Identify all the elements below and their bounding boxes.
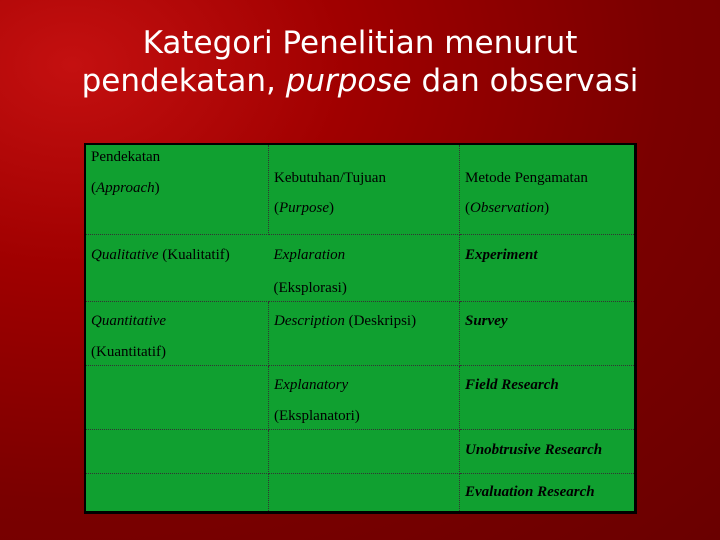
title-line-2	[0, 62, 720, 100]
header-observation-label: Metode Pengamatan	[465, 170, 588, 186]
row1-approach-rest: (Kualitatif)	[158, 246, 230, 263]
row2-observation-text: Survey	[465, 312, 508, 329]
row2-approach-italic: Quantitative	[91, 312, 166, 329]
table-row	[86, 301, 634, 365]
row5-approach	[86, 473, 269, 511]
row1-observation-text: Experiment	[465, 246, 538, 263]
row2-purpose	[269, 301, 460, 365]
row1-approach-italic: Qualitative	[91, 246, 159, 263]
row5-observation	[460, 473, 635, 511]
paren-open: (	[274, 200, 279, 216]
row5-observation-text: Evaluation Research	[465, 483, 595, 500]
slide-title	[0, 24, 720, 100]
row3-observation-text: Field Research	[465, 376, 559, 393]
header-cell-observation	[460, 145, 635, 234]
table-row	[86, 429, 634, 473]
paren-open: (	[91, 180, 96, 196]
row2-purpose-italic: Description	[274, 312, 345, 329]
header-purpose-label: Kebutuhan/Tujuan	[274, 170, 386, 186]
row4-approach	[86, 429, 269, 473]
paren-close: )	[154, 180, 160, 196]
header-purpose-sub	[274, 193, 459, 223]
row2-purpose-rest: (Deskripsi)	[344, 312, 417, 329]
row3-purpose-italic: Explanatory	[274, 376, 349, 393]
header-approach-italic: Approach	[96, 180, 155, 196]
row3-purpose-sub: (Eksplanatori)	[274, 407, 360, 424]
row2-approach	[86, 301, 269, 365]
header-cell-approach	[86, 145, 269, 234]
row1-purpose-sub: (Eksplorasi)	[273, 279, 347, 296]
row1-observation	[460, 234, 635, 301]
header-cell-purpose	[269, 145, 460, 234]
header-observation-sub	[465, 193, 634, 223]
category-table	[86, 145, 634, 511]
row4-purpose	[269, 429, 460, 473]
row3-observation	[460, 365, 635, 429]
row1-approach	[86, 234, 269, 301]
row3-purpose	[269, 365, 460, 429]
row4-observation	[460, 429, 635, 473]
title-line-2-end: dan observasi	[411, 63, 639, 99]
table-row	[86, 473, 634, 511]
title-line-2-start: pendekatan,	[81, 63, 286, 99]
row5-purpose	[269, 473, 460, 511]
table-header-row	[86, 145, 634, 234]
row1-approach-text	[91, 235, 269, 275]
header-approach-sub	[91, 169, 268, 207]
row2-purpose-text	[274, 302, 459, 340]
row4-observation-text: Unobtrusive Research	[465, 441, 603, 458]
header-purpose-italic: Purpose	[279, 200, 329, 216]
title-line-1: Kategori Penelitian menurut	[142, 25, 578, 61]
row2-approach-sub: (Kuantitatif)	[91, 343, 166, 360]
research-category-table	[84, 143, 637, 514]
paren-close: )	[544, 200, 550, 216]
row3-approach	[86, 365, 269, 429]
table-row	[86, 234, 634, 301]
header-approach-label: Pendekatan	[91, 149, 161, 165]
header-observation-italic: Observation	[470, 200, 545, 216]
row2-observation	[460, 301, 635, 365]
title-line-2-italic: purpose	[285, 63, 412, 99]
row1-purpose-italic: Explaration	[273, 246, 346, 263]
paren-close: )	[329, 200, 334, 216]
paren-open: (	[465, 200, 470, 216]
row1-purpose	[269, 234, 460, 301]
table-row	[86, 365, 634, 429]
